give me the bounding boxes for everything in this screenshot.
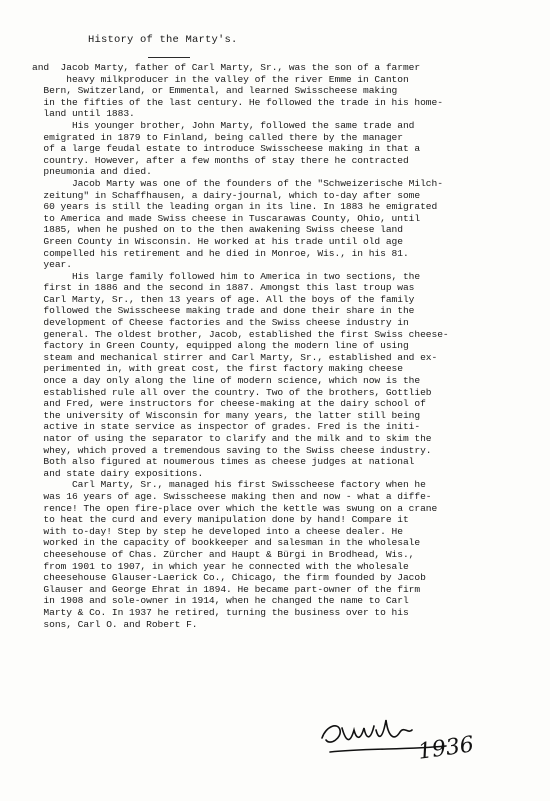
- body-line: pneumonia and died.: [32, 166, 152, 178]
- body-line: the university of Wisconsin for many years, the latter still being: [32, 409, 421, 421]
- body-line: of a large feudal estate to introduce Swisscheese making in that a: [32, 143, 421, 155]
- title-underline: [148, 57, 190, 58]
- body-line: established rule all over the country. Two of the brothers, Gottlieb: [32, 386, 432, 398]
- body-line: worked in the capacity of bookkeeper and salesman in the wholesale: [32, 537, 421, 549]
- body-line: to heat the curd and every manipulation done by hand! Compare it: [32, 514, 409, 526]
- body-line: compelled his retirement and he died in Monroe, Wis., in his 81.: [32, 247, 409, 259]
- body-line: to America and made Swiss cheese in Tuscarawas County, Ohio, until: [32, 212, 421, 224]
- body-line: steam and mechanical stirrer and Carl Marty, Sr., established and ex-: [32, 351, 438, 363]
- body-line: first in 1886 and the second in 1887. Amongst this last troup was: [32, 282, 415, 294]
- body-line: factory in Green County, equipped along the modern line of using: [32, 340, 409, 352]
- body-line: development of Cheese factories and the Swiss cheese industry in: [32, 317, 409, 329]
- body-line: Carl Marty, Sr., managed his first Swisscheese factory when he: [32, 479, 426, 491]
- body-line: cheesehouse Glauser-Laerick Co., Chicago, the firm founded by Jacob: [32, 572, 426, 584]
- body-line: year.: [32, 259, 72, 271]
- body-line: heavy milkproducer in the valley of the river Emme in Canton: [32, 73, 409, 85]
- body-line: and state dairy expositions.: [32, 467, 204, 479]
- body-line: sons, Carl O. and Robert F.: [32, 618, 198, 630]
- body-line: His younger brother, John Marty, followed the same trade and: [32, 119, 415, 131]
- body-line: Green County in Wisconsin. He worked at his trade until old age: [32, 235, 403, 247]
- body-line: once a day only along the line of modern science, which now is the: [32, 375, 421, 387]
- body-line: Both also figured at noumerous times as cheese judges at national: [32, 456, 415, 468]
- body-line: and Jacob Marty, father of Carl Marty, Sr., was the son of a farmer: [32, 62, 421, 73]
- body-line: was 16 years of age. Swisscheese making then and now - what a diffe-: [32, 490, 432, 502]
- body-line: Glauser and George Ehrat in 1894. He became part-owner of the firm: [32, 583, 421, 595]
- body-line: perimented in, with great cost, the first factory making cheese: [32, 363, 403, 375]
- body-line: from 1901 to 1907, in which year he connected with the wholesale: [32, 560, 409, 572]
- body-line: and Fred, were instructors for cheese-making at the dairy school of: [32, 398, 426, 410]
- document-body: [32, 62, 537, 630]
- body-line: rence! The open fire-place over which the kettle was swung on a crane: [32, 502, 438, 514]
- body-line: general. The oldest brother, Jacob, established the first Swiss cheese-: [32, 328, 449, 340]
- body-line: followed the Swisscheese making trade and done their share in the: [32, 305, 415, 317]
- body-line: Bern, Switzerland, or Emmental, and learned Swisscheese making: [32, 85, 398, 97]
- body-line: 60 years is still the leading organ in its line. In 1883 he emigrated: [32, 201, 438, 213]
- body-line: zeitung" in Schaffhausen, a dairy-journal, which to-day after some: [32, 189, 421, 201]
- body-line: Marty & Co. In 1937 he retired, turning the business over to his: [32, 606, 409, 618]
- body-line: 1885, when he pushed on to the then awakening Swiss cheese land: [32, 224, 403, 236]
- body-line: land until 1883.: [32, 108, 135, 120]
- body-line: His large family followed him to America in two sections, the: [32, 270, 421, 282]
- body-line: country. However, after a few months of stay there he contracted: [32, 154, 409, 166]
- body-line: Carl Marty, Sr., then 13 years of age. All the boys of the family: [32, 293, 415, 305]
- body-line: with to-day! Step by step he developed into a cheese dealer. He: [32, 525, 403, 537]
- handwritten-year: 1936: [416, 732, 476, 765]
- body-line: nator of using the separator to clarify and the milk and to skim the: [32, 433, 432, 444]
- body-line: in 1908 and sole-owner in 1914, when he changed the name to Carl: [32, 595, 409, 607]
- body-line: emigrated in 1879 to Finland, being called there by the manager: [32, 131, 403, 143]
- document-title: History of the Marty's.: [88, 34, 238, 46]
- body-line: cheesehouse of Chas. Zürcher and Haupt & Bürgi in Brodhead, Wis.,: [32, 548, 415, 560]
- body-line: whey, which proved a tremendous saving to the Swiss cheese industry.: [32, 444, 432, 456]
- body-line: Jacob Marty was one of the founders of the "Schweizerische Milch-: [32, 177, 443, 189]
- body-line: in the fifties of the last century. He followed the trade in his home-: [32, 96, 443, 108]
- body-line: active in state service as inspector of grades. Fred is the initi-: [32, 421, 421, 433]
